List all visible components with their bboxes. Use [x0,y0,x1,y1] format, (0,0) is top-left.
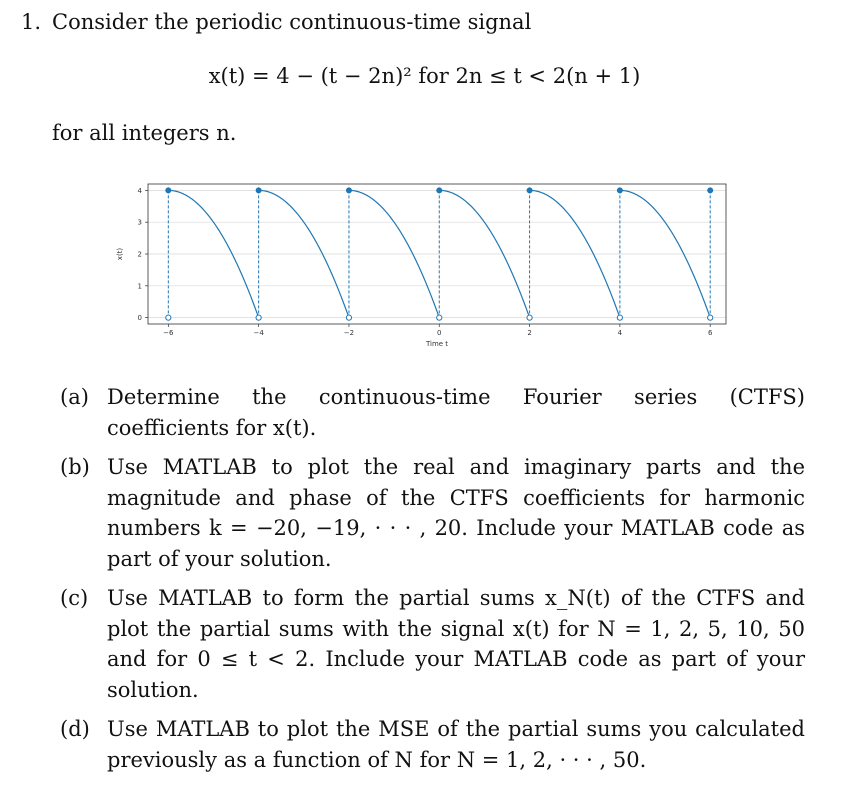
closed-point-marker [256,188,261,193]
open-point-marker [708,315,713,320]
y-tick-label: 0 [137,314,142,323]
open-point-marker [346,315,351,320]
y-axis-label: x(t) [116,247,124,261]
y-tick-label: 4 [137,186,142,195]
y-tick-label: 1 [137,282,142,291]
question-parts [60,382,805,784]
open-point-marker [166,315,171,320]
open-point-marker [256,315,261,320]
closed-point-marker [527,188,532,193]
closed-point-marker [617,188,622,193]
part-d-text: Use MATLAB to plot the MSE of the partial sums you calculated previously as a function of N for N = 1, 2, · · · , 50. [107,717,805,772]
part-d-label: (d) [60,717,90,741]
y-tick-label: 3 [137,218,142,227]
part-c-label: (c) [60,586,89,610]
question-intro: Consider the periodic continuous-time signal [52,10,532,34]
x-tick-label: −6 [163,329,174,337]
question-header [21,10,531,34]
open-point-marker [527,315,532,320]
signal-plot [108,178,733,353]
x-tick-label: −2 [343,329,355,337]
closed-point-marker [437,188,442,193]
part-b [60,452,805,574]
part-c [60,583,805,705]
x-tick-label: −4 [253,329,264,337]
ticks-layer [138,187,713,337]
closed-point-marker [708,188,713,193]
part-a-label: (a) [60,385,89,409]
signal-equation-text: x(t) = 4 − (t − 2n)² for 2n ≤ t < 2(n + 1) [208,64,641,88]
x-tick-label: 0 [437,329,442,337]
grid-layer [148,184,726,324]
part-a-text: Determine the continuous-time Fourier series (CTFS) coefficients for x(t). [107,385,805,440]
x-tick-label: 6 [707,329,713,337]
part-c-text: Use MATLAB to form the partial sums x_N(t) of the CTFS and plot the partial sums with the signal x(t) for N = 1, 2, 5, 10, 50 and for 0 ≤ t < 2. Include your MATLAB code as part of your solution. [107,586,805,702]
open-point-marker [437,315,442,320]
signal-equation [0,64,843,88]
part-a [60,382,805,443]
closed-point-marker [166,188,171,193]
question-number: 1. [21,10,42,34]
y-tick-label: 2 [137,250,142,259]
x-tick-label: 2 [527,329,532,337]
closed-point-marker [346,188,351,193]
part-b-text: Use MATLAB to plot the real and imaginary parts and the magnitude and phase of the CTFS coefficients for harmonic numbers k = −20, −19, · · · , 20. Include your MATLAB code as part of your solution. [107,455,805,571]
x-tick-label: 4 [617,329,623,337]
open-point-marker [617,315,622,320]
part-b-label: (b) [60,455,90,479]
for-all-integers-text: for all integers n. [52,121,237,145]
part-d [60,714,805,775]
x-axis-label: Time t [425,340,449,348]
